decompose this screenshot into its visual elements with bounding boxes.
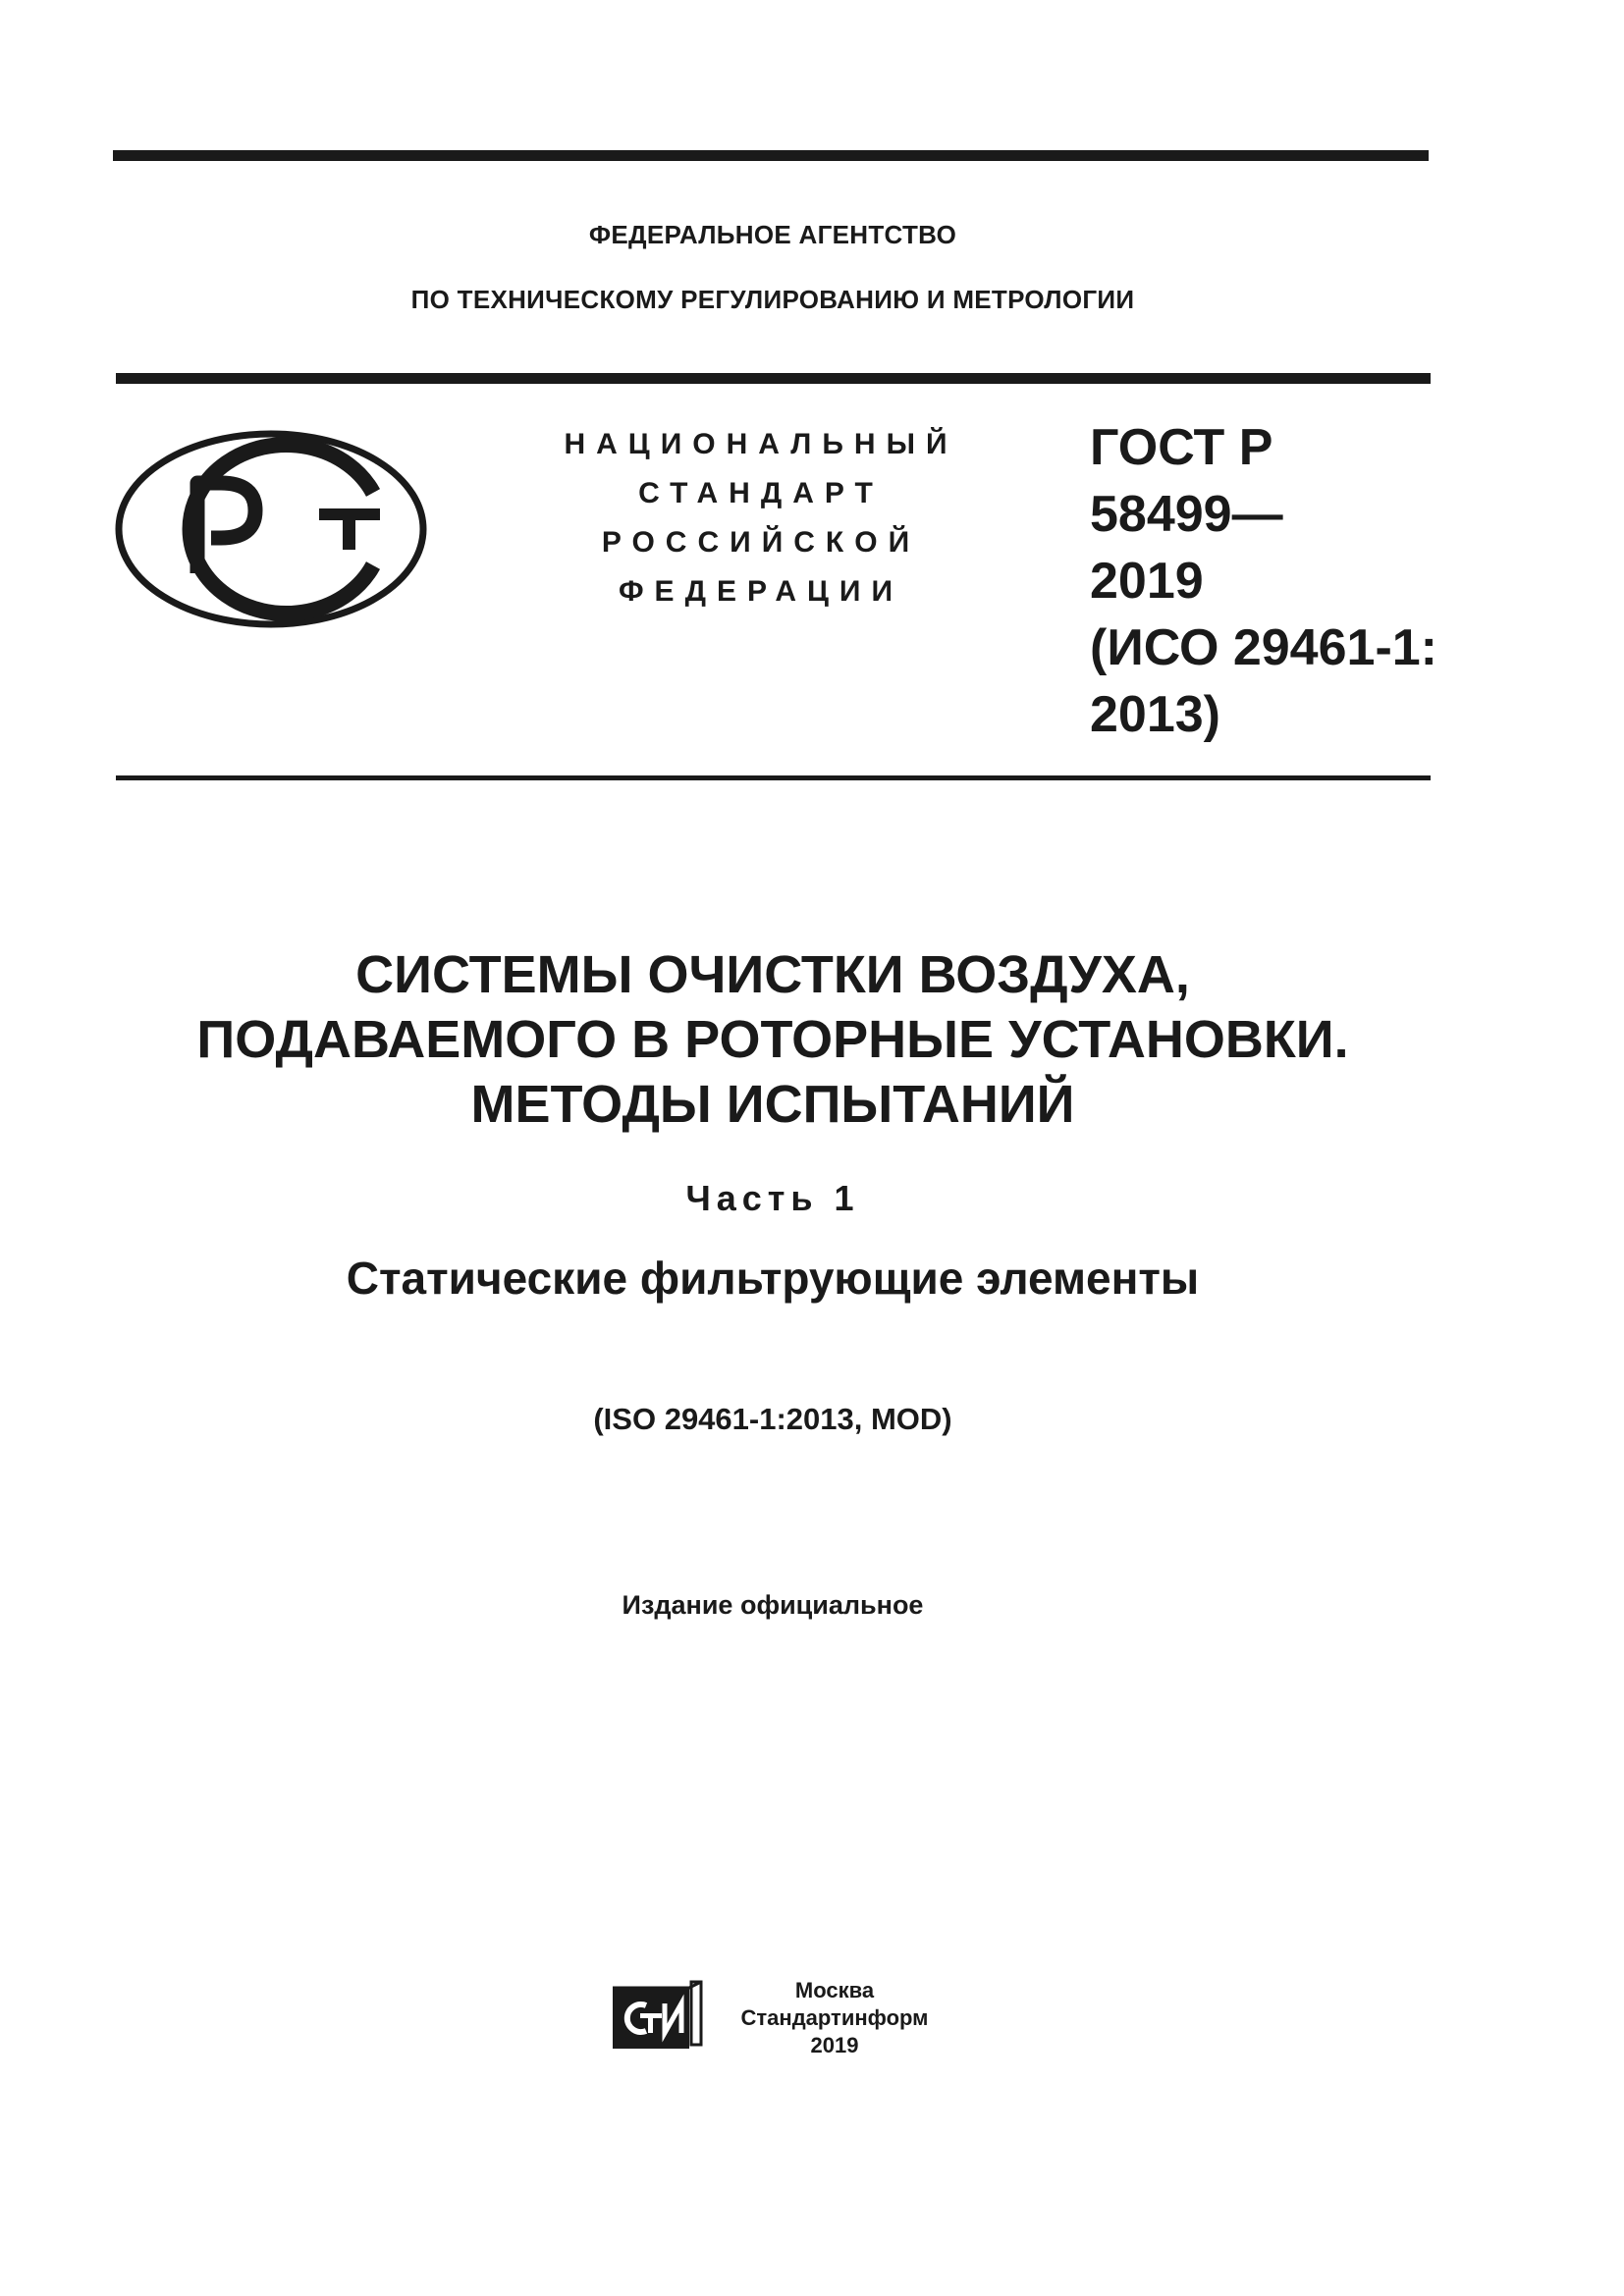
publisher-year: 2019: [810, 2033, 859, 2057]
national-standard-line-3: РОССИЙСКОЙ: [601, 526, 921, 559]
document-title: [0, 942, 1545, 1137]
national-standard-line-4: ФЕДЕРАЦИИ: [618, 575, 904, 608]
designation-line-2: 58499—: [1090, 486, 1283, 543]
national-standard-label: [550, 420, 972, 616]
designation-line-1: ГОСТ Р: [1090, 419, 1273, 476]
national-standard-line-2: СТАНДАРТ: [638, 477, 884, 509]
title-line-3: МЕТОДЫ ИСПЫТАНИЙ: [470, 1075, 1075, 1134]
iso-reference: (ISO 29461-1:2013, MOD): [593, 1402, 952, 1436]
publisher-name: Стандартинформ: [740, 2005, 929, 2030]
publisher-block: [717, 1977, 952, 2059]
standartinform-logo-icon: [611, 1978, 705, 2053]
title-line-1: СИСТЕМЫ ОЧИСТКИ ВОЗДУХА,: [355, 945, 1190, 1004]
publisher-city: Москва: [794, 1978, 875, 2002]
title-line-2: ПОДАВАЕМОГО В РОТОРНЫЕ УСТАНОВКИ.: [196, 1010, 1349, 1069]
agency-line-2: ПО ТЕХНИЧЕСКОМУ РЕГУЛИРОВАНИЮ И МЕТРОЛОГИИ: [410, 285, 1135, 314]
document-subtitle: Статические фильтрующие элементы: [346, 1253, 1200, 1304]
rst-logo-icon: [113, 428, 429, 630]
edition-note: Издание официальное: [622, 1590, 924, 1620]
designation-line-5: 2013): [1090, 686, 1220, 743]
designation-line-4: (ИСО 29461-1:: [1090, 619, 1437, 676]
designation-line-3: 2019: [1090, 553, 1204, 610]
header-middle-rule: [116, 373, 1431, 384]
standard-designation: [1090, 414, 1437, 748]
header-bottom-rule: [116, 775, 1431, 780]
agency-line-1: ФЕДЕРАЛЬНОЕ АГЕНТСТВО: [588, 220, 957, 249]
part-number: Часть 1: [685, 1178, 860, 1218]
header-top-rule: [113, 150, 1429, 161]
national-standard-line-1: НАЦИОНАЛЬНЫЙ: [564, 428, 958, 460]
